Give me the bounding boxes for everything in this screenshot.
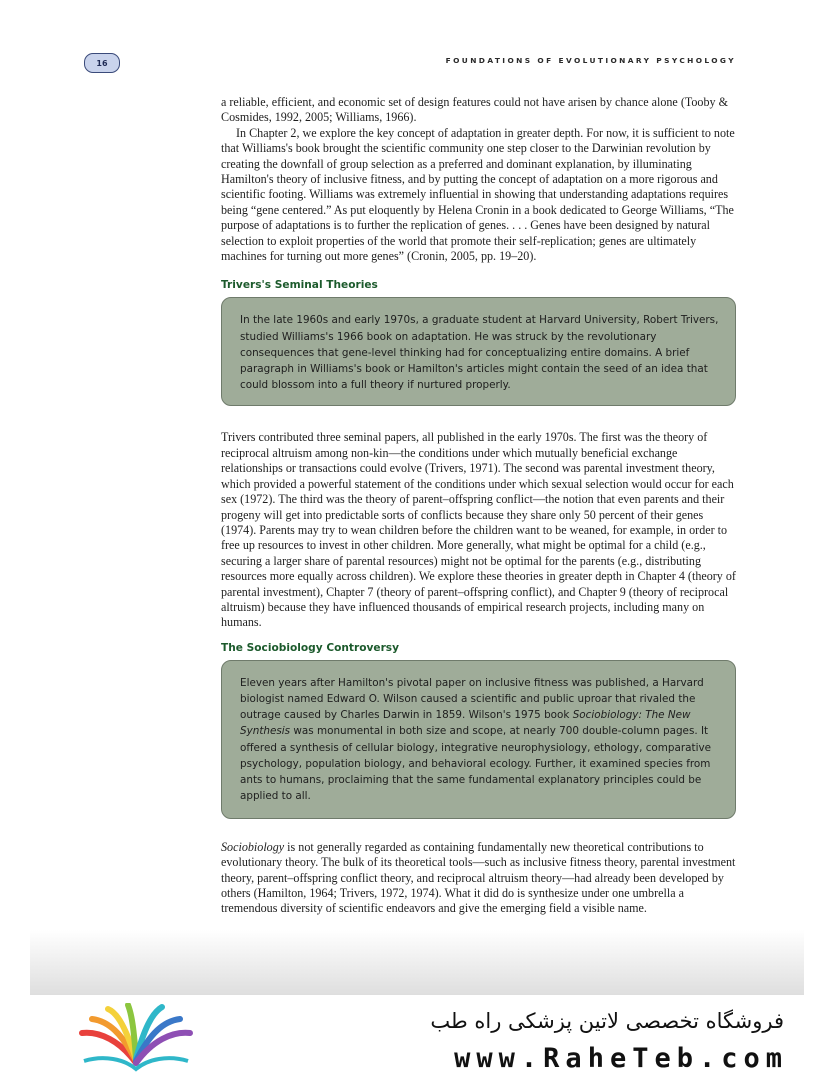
callout-text-part1: Eleven years after Hamilton's pivotal paper on inclusive fitness was published, a Harvard biologist named Edward O. Wilson caused a scientific and public uproar that rivaled the outrage caused by Charles Darwin in 1859. Wilson's 1975 book — [240, 676, 704, 722]
page-number: 16 — [84, 53, 120, 73]
book-title-sociobiology: Sociobiology: The New Synthesis — [240, 709, 691, 738]
page-body — [221, 95, 737, 917]
running-head: FOUNDATIONS OF EVOLUTIONARY PSYCHOLOGY — [445, 56, 736, 65]
section-heading-trivers: Trivers's Seminal Theories — [221, 279, 378, 292]
footer-banner — [0, 995, 834, 1080]
body-paragraph-2: In Chapter 2, we explore the key concept of adaptation in greater depth. For now, it is sufficient to note that Williams's book brought the scientific community one step closer to the Darwinian revolution by creating the downfall of group selection as a preferred and dominant explanation, by illuminating Hamilton's theory of inclusive fitness, and by putting the concept of adaptation on a more rigorous and scientific footing. Williams was extremely influential in showing that understanding adaptations requires being “gene centered.” As put eloquently by Helena Cronin in a book dedicated to George Williams, “The purpose of adaptations is to further the replication of genes. . . . Genes have been designed by natural selection to exploit properties of the world that promote their self-replication; genes are ultimately machines for turning out more genes” (Cronin, 2005, pp. 19–20). — [221, 125, 735, 264]
callout-text-sociobiology — [240, 675, 719, 805]
callout-box-trivers — [221, 297, 736, 406]
book-title-inline: Sociobiology — [221, 839, 285, 854]
body-paragraph-4-text: is not generally regarded as containing fundamentally new theoretical contributions to evolutionary theory. The bulk of its theoretical tools—such as inclusive fitness theory, parental investment theory, parent–offspring conflict theory, and reciprocal altruism theory—had already been developed by others (Hamilton, 1964; Trivers, 1972, 1974). What it did do is synthesize under one umbrella a tremendous diversity of scientific endeavors and give the emerging field a visible name. — [221, 839, 736, 916]
callout-box-sociobiology — [221, 660, 736, 819]
callout-text-trivers: In the late 1960s and early 1970s, a graduate student at Harvard University, Robert Trivers, studied Williams's 1966 book on adaptation. He was struck by the revolutionary consequences that gene-level thinking had for conceptualizing entire domains. A brief paragraph in Williams's book or Hamilton's articles might contain the seed of an idea that could blossom into a full theory if nurtured properly. — [240, 314, 719, 392]
body-paragraph-4 — [221, 840, 737, 917]
body-paragraph-3: Trivers contributed three seminal papers, all published in the early 1970s. The first was the theory of reciprocal altruism among non-kin—the conditions under which mutually beneficial exchange relationships or transactions could evolve (Trivers, 1971). The second was parental investment theory, which provided a powerful statement of the conditions under which sexual selection would occur for each sex (1972). The third was the theory of parent–offspring conflict—the notion that even parents and their progeny will get into predictable sorts of conflicts because they share only 50 percent of their genes (1974). Parents may try to wean children before the children want to be weaned, for example, in order to free up resources to invest in other children. More generally, what might be optimal for a child (e.g., securing a larger share of parental resources) might not be optimal for the parents (e.g., distributing resources more equally across children). We explore these theories in greater depth in Chapter 4 (theory of parental investment), Chapter 7 (theory of parent–offspring conflict), and Chapter 9 (theory of reciprocal altruism) because they have influenced thousands of empirical research projects, including many on humans. — [221, 430, 736, 630]
scan-shadow — [30, 930, 804, 1002]
open-book-logo-icon — [74, 1003, 198, 1078]
banner-url[interactable]: www.RaheTeb.com — [454, 1043, 788, 1074]
callout-text-part2: was monumental in both size and scope, at nearly 700 double-column pages. It offered a synthesis of cellular biology, integrative neurophysiology, ethology, comparative psychology, population biology, and behavioral ecology. Further, it examined species from ants to humans, proclaiming that the same fundamental explanatory principles could be applied to all. — [240, 725, 712, 803]
banner-store-name: فروشگاه تخصصی لاتین پزشکی راه طب — [430, 1009, 784, 1033]
section-heading-sociobiology: The Sociobiology Controversy — [221, 641, 400, 654]
body-paragraph-1: a reliable, efficient, and economic set of design features could not have arisen by chance alone (Tooby & Cosmides, 1992, 2005; Williams, 1966). — [221, 95, 729, 125]
